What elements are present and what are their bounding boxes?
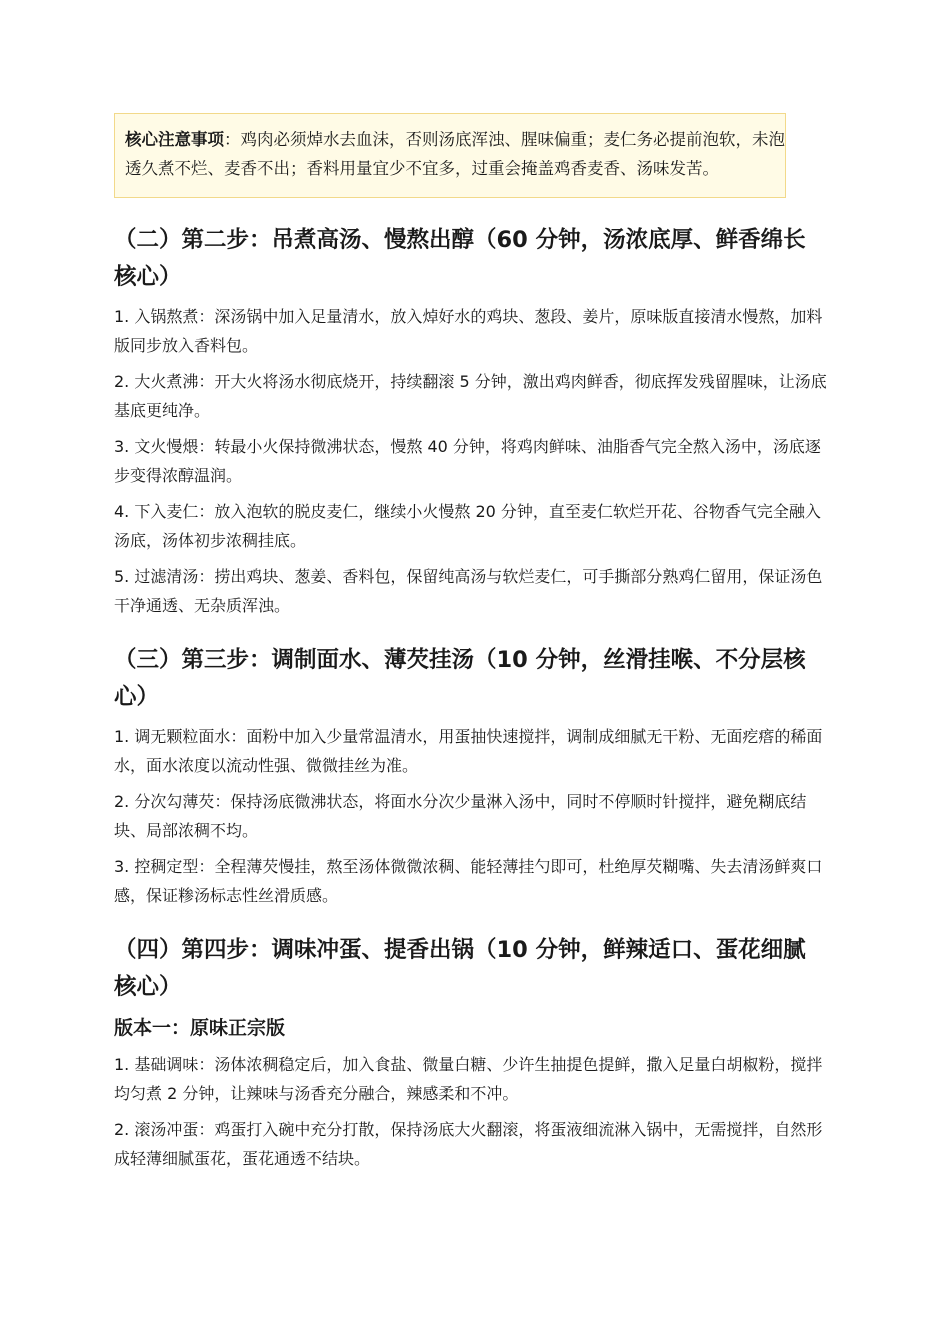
document-page	[114, 113, 836, 1195]
list-item: 1. 调无颗粒面水：面粉中加入少量常温清水，用蛋抽快速搅拌，调制成细腻无干粉、无面疙瘩的稀面水，面水浓度以流动性强、微微挂丝为准。	[114, 727, 823, 775]
step-4-list	[114, 1051, 836, 1173]
list-item: 2. 分次勾薄芡：保持汤底微沸状态，将面水分次少量淋入汤中，同时不停顺时针搅拌，避免糊底结块、局部浓稠不均。	[114, 792, 807, 840]
core-notes-callout	[114, 113, 786, 198]
list-item: 2. 滚汤冲蛋：鸡蛋打入碗中充分打散，保持汤底大火翻滚，将蛋液细流淋入锅中，无需搅拌，自然形成轻薄细腻蛋花，蛋花通透不结块。	[114, 1120, 823, 1168]
core-notes-label: 核心注意事项	[125, 130, 224, 149]
core-notes-text: ：鸡肉必须焯水去血沫，否则汤底浑浊、腥味偏重；麦仁务必提前泡软，未泡透久煮不烂、麦香不出；香料用量宜少不宜多，过重会掩盖鸡香麦香、汤味发苦。	[125, 130, 785, 178]
list-item: 1. 入锅熬煮：深汤锅中加入足量清水，放入焯好水的鸡块、葱段、姜片，原味版直接清水慢熬，加料版同步放入香料包。	[114, 307, 823, 355]
subsection-title-version-1: 版本一：原味正宗版	[114, 1017, 286, 1039]
list-item: 5. 过滤清汤：捞出鸡块、葱姜、香料包，保留纯高汤与软烂麦仁，可手撕部分熟鸡仁留用，保证汤色干净通透、无杂质浑浊。	[114, 567, 823, 615]
list-item: 3. 控稠定型：全程薄芡慢挂，熬至汤体微微浓稠、能轻薄挂勺即可，杜绝厚芡糊嘴、失去清汤鲜爽口感，保证糁汤标志性丝滑质感。	[114, 857, 823, 905]
step-2-list	[114, 303, 836, 620]
list-item: 4. 下入麦仁：放入泡软的脱皮麦仁，继续小火慢熬 20 分钟，直至麦仁软烂开花、谷物香气完全融入汤底，汤体初步浓稠挂底。	[114, 502, 821, 550]
list-item: 2. 大火煮沸：开大火将汤水彻底烧开，持续翻滚 5 分钟，激出鸡肉鲜香，彻底挥发残留腥味，让汤底基底更纯净。	[114, 372, 827, 420]
section-title-step-4: （四）第四步：调味冲蛋、提香出锅（10 分钟，鲜辣适口、蛋花细腻核心）	[114, 937, 806, 1000]
list-item: 3. 文火慢煨：转最小火保持微沸状态，慢熬 40 分钟，将鸡肉鲜味、油脂香气完全熬入汤中，汤底逐步变得浓醇温润。	[114, 437, 821, 485]
step-3-list	[114, 723, 836, 910]
section-title-step-2: （二）第二步：吊煮高汤、慢熬出醇（60 分钟，汤浓底厚、鲜香绵长核心）	[114, 227, 806, 290]
list-item: 1. 基础调味：汤体浓稠稳定后，加入食盐、微量白糖、少许生抽提色提鲜，撒入足量白胡椒粉，搅拌均匀煮 2 分钟，让辣味与汤香充分融合，辣感柔和不冲。	[114, 1055, 823, 1103]
section-title-step-3: （三）第三步：调制面水、薄芡挂汤（10 分钟，丝滑挂喉、不分层核心）	[114, 647, 806, 710]
